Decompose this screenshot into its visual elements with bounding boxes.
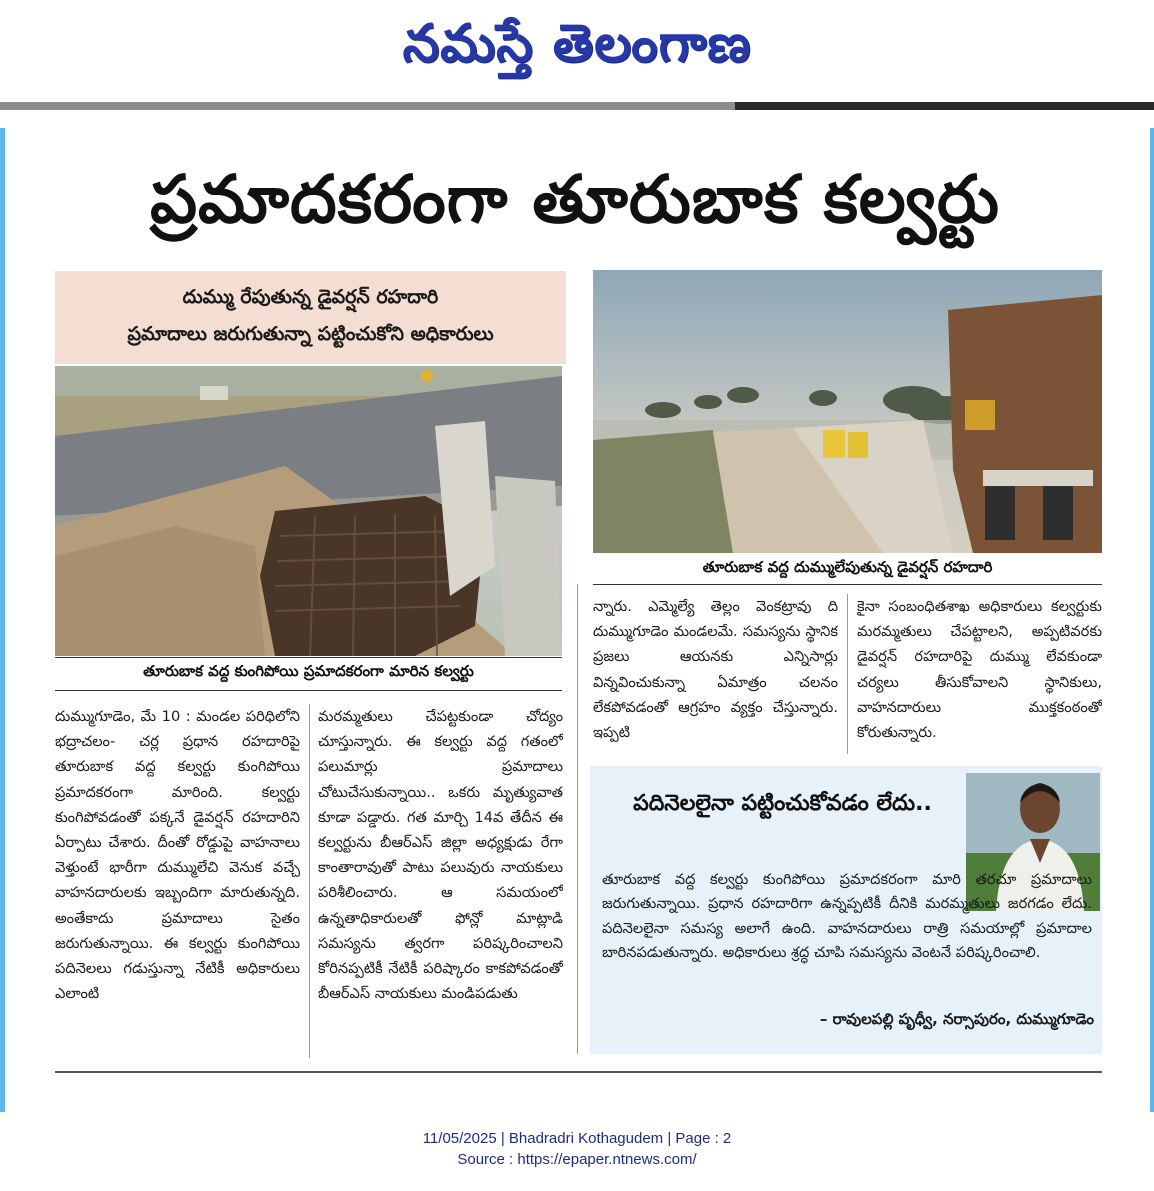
column-divider	[577, 584, 578, 1054]
sidebar-byline: – రావులపల్లి పృధ్వీ, నర్సాపురం, దుమ్ముగూడెం	[819, 1010, 1094, 1028]
masthead-rule-dark	[735, 102, 1154, 110]
caption-rule	[593, 584, 1102, 585]
footer	[0, 1128, 1154, 1170]
culvert-photo	[55, 366, 562, 656]
article-column-2: మరమ్మతులు చేపట్టకుండా చోద్యం చూస్తున్నారు. ఈ కల్వర్టు వద్ద గతంలో పలుమార్లు ప్రమాదాలు చోటుచేసుకున్నాయి.. ఒకరు మృత్యువాత కూడా పడ్డారు. గత మార్చి 14వ తేదీన ఈ కల్వర్టును బీఆర్ఎస్ జిల్లా అధ్యక్షుడు రేగా కాంతారావుతో పాటు పలువురు నాయకులు పరిశీలించారు. ఆ సమయంలో ఉన్నతాధికారులతో ఫోన్లో మాట్లాడి సమస్యను త్వరగా పరిష్కరించాలని కోరినప్పటికీ నేటికీ పరిష్కారం కాకపోవడంతో బీఆర్ఎస్ నాయకులు మండిపడుతు	[318, 708, 563, 1003]
caption-rule	[55, 657, 562, 658]
article-column-1: దుమ్ముగూడెం, మే 10 : మండల పరిధిలోని భద్రాచలం- చర్ల ప్రధాన రహదారిపై తూరుబాక వద్ద కల్వర్టు కుంగిపోయి ప్రమాదకరంగా మారింది. కల్వర్టు కుంగిపోవడంతో పక్కనే డైవర్షన్ రహదారిని ఏర్పాటు చేశారు. దీంతో రోడ్డుపై వాహనాలు వెళ్తుంటే భారీగా దుమ్ములేచి వెనుక వచ్చే వాహనదారులకు ఇబ్బందిగా మారుతున్నది. అంతేకాదు ప్రమాదాలు సైతం జరుగుతున్నాయి. ఈ కల్వర్టు కుంగిపోయి పదినెలలు గడుస్తున్నా నేటికీ అధికారులు ఎలాంటి	[55, 708, 300, 1003]
left-photo-caption: తూరుబాక వద్ద కుంగిపోయి ప్రమాదకరంగా మారిన కల్వర్టు	[143, 662, 474, 680]
sidebar-body: తూరుబాక వద్ద కల్వర్టు కుంగిపోయి ప్రమాదకరంగా మారి తరచూ ప్రమాదాలు జరుగుతున్నాయి. ప్రధాన రహదారిగా ఉన్నప్పటికీ దీనికి మరమ్మతులు జరగడం లేదు. పదినెలలైనా సమస్య అలాగే ఉంది. వాహనదారులు రాత్రి సమయాల్లో ప్రమాదాల బారినపడుతున్నారు. అధికారులు శ్రద్ధ చూపి సమస్యను వెంటనే పరిష్కరించాలి.	[602, 871, 1092, 961]
diversion-road-photo	[593, 270, 1102, 553]
article-column-4: కైనా సంబంధితశాఖ అధికారులు కల్వర్టుకు మరమ్మతులు చేపట్టాలని, అప్పటివరకు డైవర్షన్ రహదారిపై దుమ్ము లేవకుండా చర్యలు తీసుకోవాలని స్థానికులు, వాహనదారులు ముక్తకంఠంతో కోరుతున్నారు.	[857, 598, 1102, 742]
right-photo-caption: తూరుబాక వద్ద దుమ్ములేపుతున్న డైవర్షన్ రహదారి	[702, 558, 993, 576]
masthead-rule-gray	[0, 102, 735, 110]
subheading-box	[55, 271, 566, 364]
newspaper-logo: నమస్తే తెలంగాణ	[402, 13, 752, 74]
article-column-3: న్నారు. ఎమ్మెల్యే తెల్లం వెంకట్రావు ది దుమ్ముగూడెం మండలమే. సమస్యను స్థానిక ప్రజలు ఆయనకు ఎన్నిసార్లు విన్నవించుకున్నా ఏమాత్రం చలనం లేకపోవడంతో ఆగ్రహం వ్యక్తం చేస్తున్నారు. ఇప్పటి	[593, 598, 838, 742]
column-divider	[309, 704, 310, 1058]
footer-source: Source : https://epaper.ntnews.com/	[457, 1151, 697, 1168]
masthead	[0, 0, 1154, 100]
column-divider	[847, 594, 848, 754]
page-frame-right	[1150, 128, 1154, 1112]
footer-date-edition: 11/05/2025 | Bhadradri Kothagudem | Page : 2	[422, 1130, 732, 1147]
caption-rule	[55, 690, 562, 691]
subheading-2: ప్రమాదాలు జరుగుతున్నా పట్టించుకోని అధికారులు	[127, 322, 494, 345]
page-bottom-rule	[55, 1071, 1102, 1073]
headline: ప్రమాదకరంగా తూరుబాక కల్వర్టు	[150, 161, 1000, 238]
subheading-1: దుమ్ము రేపుతున్న డైవర్షన్ రహదారి	[182, 285, 439, 308]
page-frame-left	[0, 128, 5, 1112]
sidebar-title: పదినెలలైనా పట్టించుకోవడం లేదు..	[633, 791, 932, 816]
